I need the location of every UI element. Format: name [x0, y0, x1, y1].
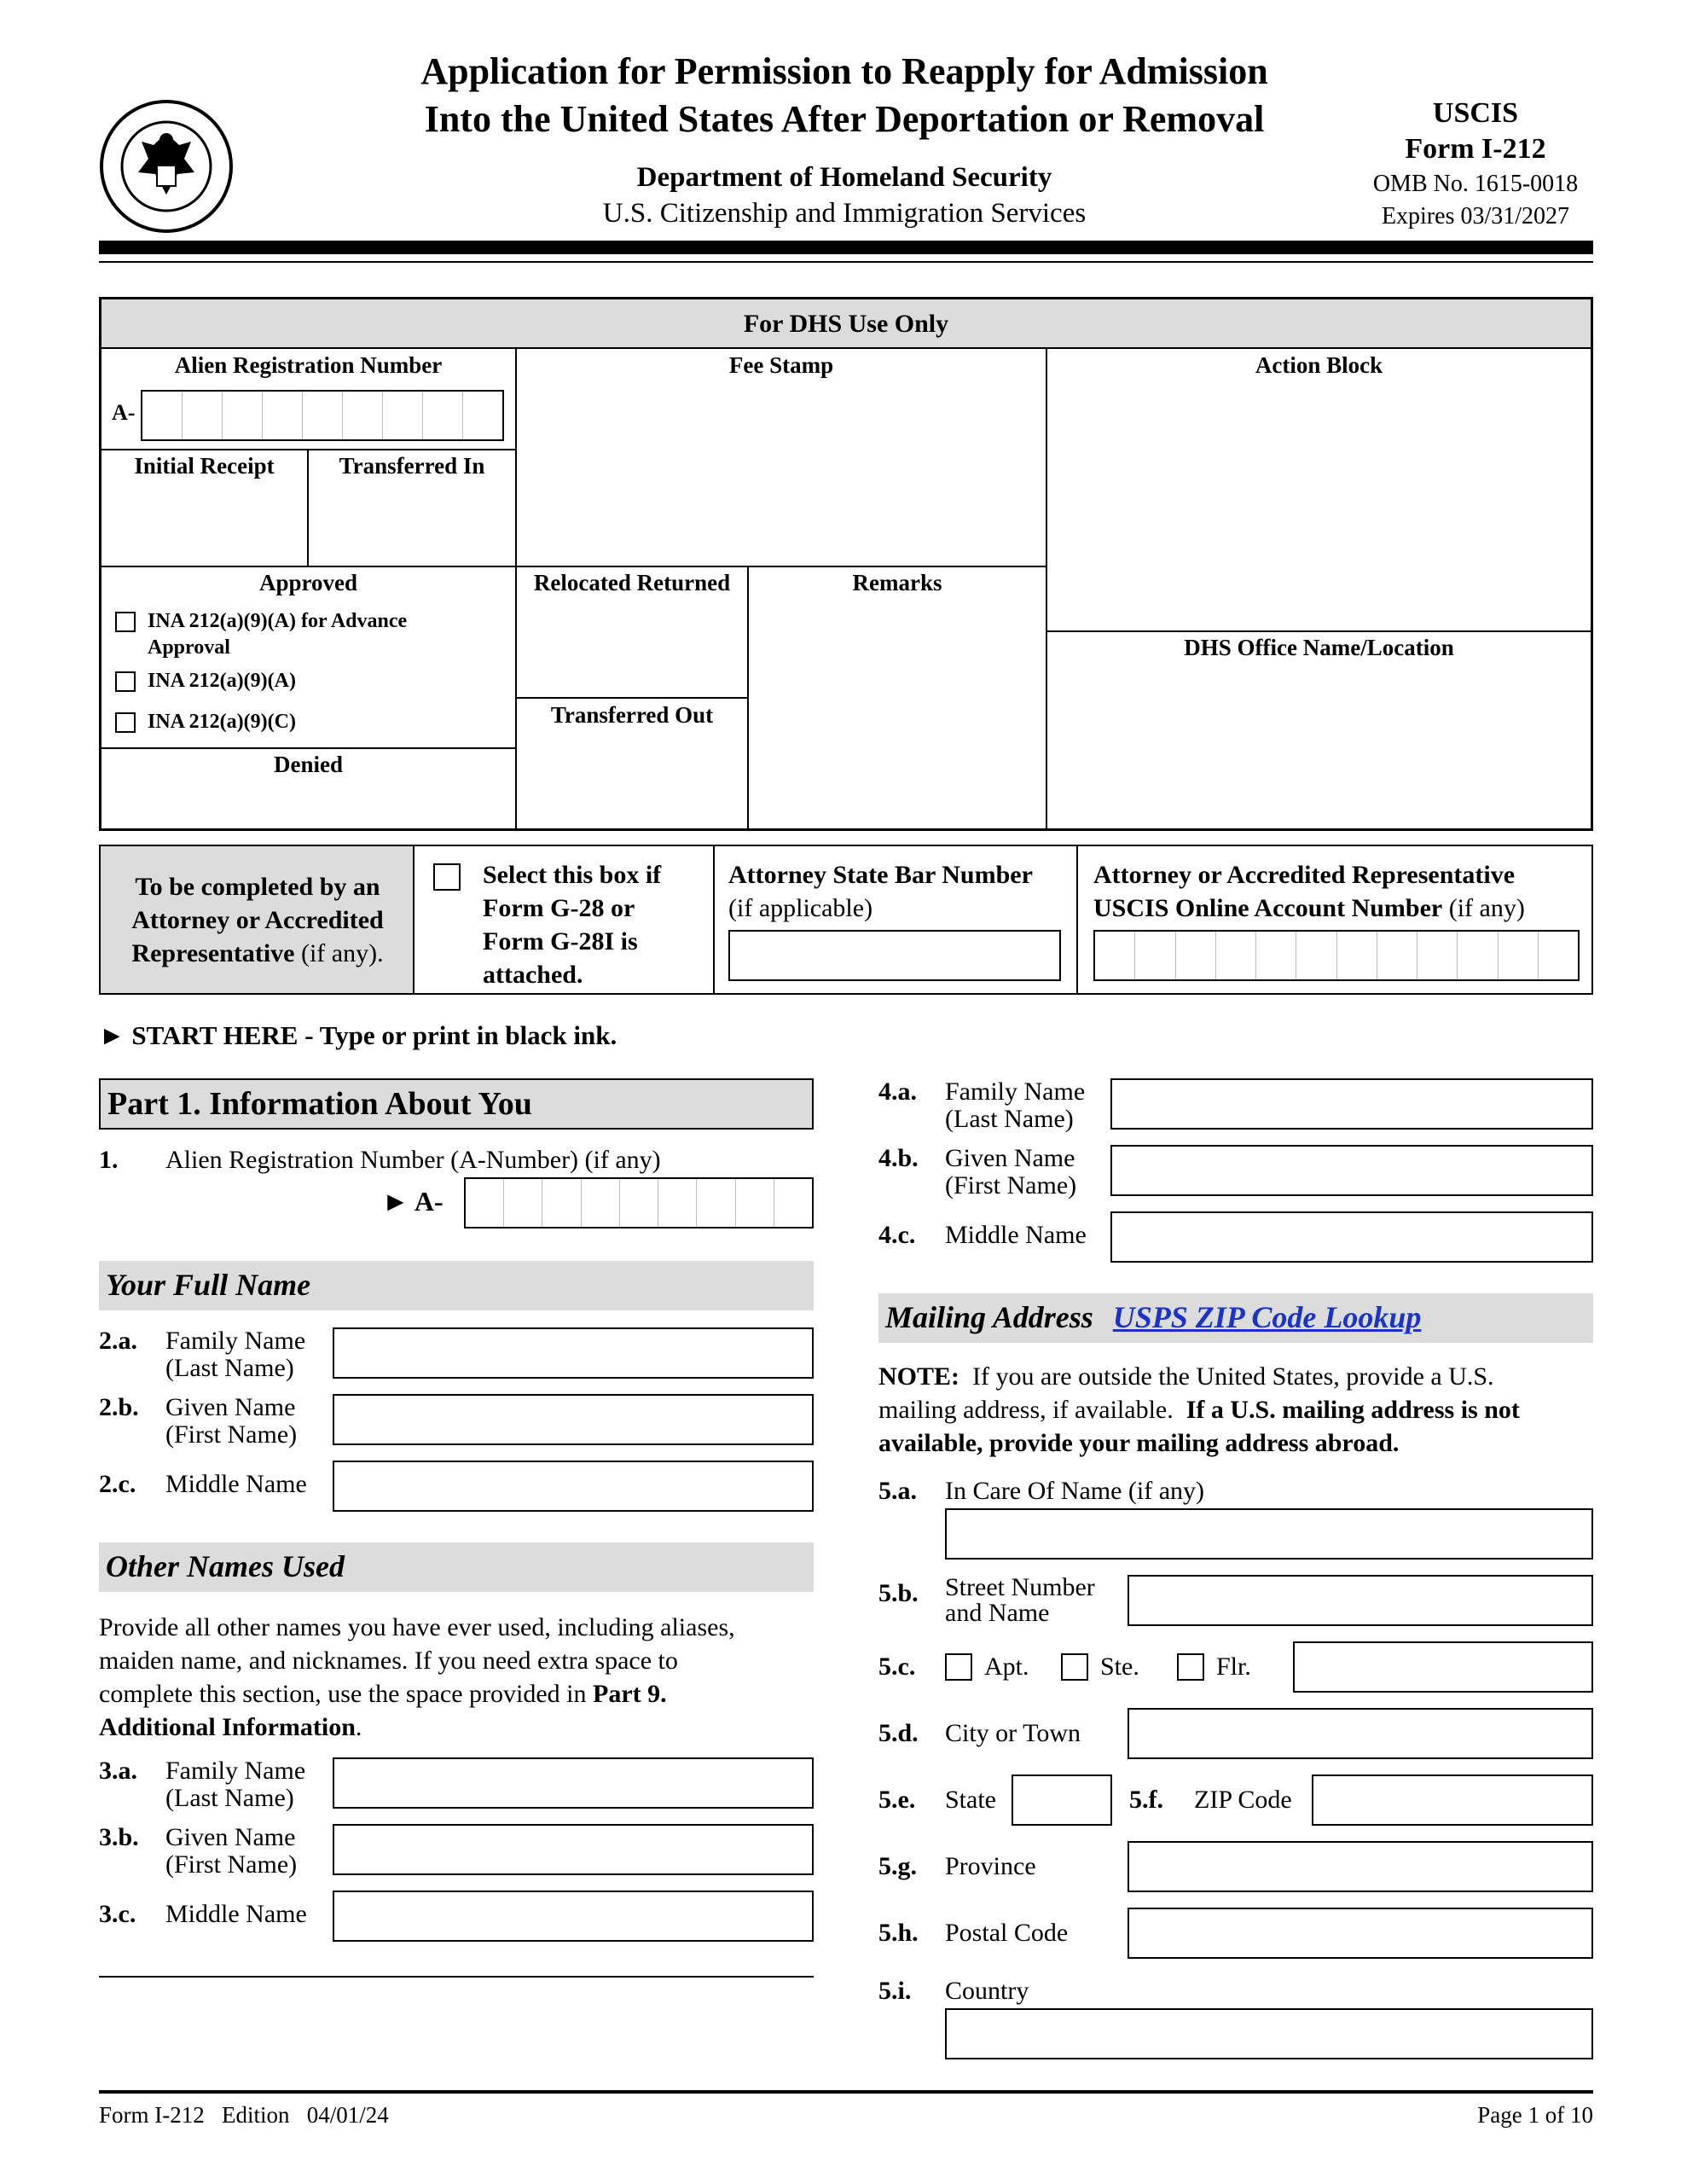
mailing-note	[878, 1360, 1595, 1460]
q3a-label	[165, 1757, 305, 1812]
q4a-family-line-2: (Last Name)	[945, 1105, 1074, 1133]
other-names-part9: Part 9.	[593, 1680, 667, 1708]
attorney-completed-rep: Representative	[131, 939, 295, 967]
q2a-number: 2.a.	[99, 1327, 137, 1355]
dhs-a-number-field[interactable]	[141, 390, 504, 441]
divider	[1046, 349, 1047, 828]
divider	[747, 566, 749, 828]
other-family-name-field[interactable]	[333, 1757, 814, 1809]
omb-number: OMB No. 1615-0018	[1372, 171, 1579, 197]
footer-rule	[99, 2090, 1593, 2094]
q4a-family-name-field[interactable]	[1110, 1078, 1593, 1130]
q5d-label: City or Town	[945, 1719, 1081, 1747]
q4c-label: Middle Name	[945, 1221, 1087, 1249]
header-rule-thin	[99, 261, 1593, 263]
transferred-in-heading: Transferred In	[339, 453, 485, 479]
dhs-use-only-box	[99, 297, 1593, 831]
note-label: NOTE:	[878, 1362, 960, 1391]
online-account-line-1: Attorney or Accredited Representative	[1093, 861, 1516, 889]
attorney-completed-line-3	[101, 937, 415, 970]
ste-label: Ste.	[1100, 1653, 1139, 1681]
in-care-of-field[interactable]	[945, 1508, 1593, 1560]
state-field[interactable]	[1012, 1774, 1112, 1826]
given-name-line-2: (First Name)	[165, 1420, 298, 1449]
transferred-out-heading: Transferred Out	[550, 702, 714, 728]
street-line-1: Street Number	[945, 1573, 1095, 1601]
left-column-end-rule	[99, 1976, 814, 1978]
mailing-address-title: Mailing Address	[885, 1300, 1093, 1334]
q5g-number: 5.g.	[878, 1852, 917, 1880]
q4a-family-line-1: Family Name	[945, 1077, 1086, 1106]
approved-option-9a: INA 212(a)(9)(A)	[148, 670, 296, 692]
g28-line-3: Form G-28I is	[483, 927, 638, 956]
q2b-label	[165, 1394, 297, 1449]
note-line-1-text: If you are outside the United States, provide a U.S.	[959, 1362, 1494, 1391]
dhs-seal	[99, 99, 234, 234]
family-name-field[interactable]	[333, 1327, 814, 1379]
note-line-2-bold: If a U.S. mailing address is not	[1186, 1396, 1520, 1424]
start-here: ► START HERE - Type or print in black ink.	[99, 1020, 617, 1050]
expiration-date: Expires 03/31/2027	[1381, 203, 1570, 229]
q5e-label: State	[945, 1786, 996, 1814]
q4c-middle-name-field[interactable]	[1110, 1211, 1593, 1263]
form-number: Form I-212	[1405, 133, 1546, 165]
other-names-line-2: maiden name, and nicknames. If you need extra space to	[99, 1647, 678, 1675]
ste-checkbox[interactable]	[1061, 1653, 1088, 1681]
country-field[interactable]	[945, 2008, 1593, 2059]
department-name: Department of Homeland Security	[636, 162, 1052, 193]
q1-number: 1.	[99, 1146, 119, 1174]
mailing-note-line-1	[878, 1360, 1595, 1393]
q2c-number: 2.c.	[99, 1470, 136, 1498]
q4b-given-line-2: (First Name)	[945, 1171, 1077, 1199]
q5a-number: 5.a.	[878, 1477, 917, 1505]
q1-label: Alien Registration Number (A-Number) (if any)	[165, 1146, 661, 1174]
other-given-name-field[interactable]	[333, 1824, 814, 1875]
province-field[interactable]	[1128, 1841, 1593, 1892]
approved-option-9c: INA 212(a)(9)(C)	[148, 711, 296, 733]
q5f-number: 5.f.	[1129, 1786, 1163, 1814]
q5g-label: Province	[945, 1852, 1036, 1880]
form-id-block	[1356, 96, 1595, 232]
agency-name: U.S. Citizenship and Immigration Services	[602, 198, 1087, 229]
approved-heading: Approved	[258, 570, 358, 595]
other-names-instructions	[99, 1611, 815, 1744]
full-name-heading: Your Full Name	[99, 1261, 814, 1310]
online-account-title: USCIS Online Account Number	[1093, 894, 1443, 922]
approved-checkbox-9a[interactable]	[115, 671, 136, 692]
other-names-line-3-text: complete this section, use the space provided in	[99, 1680, 594, 1708]
q4a-label	[945, 1078, 1085, 1133]
attorney-completed-line-1: To be completed by an	[135, 873, 380, 901]
other-names-line-3	[99, 1677, 815, 1711]
title-line-2: Into the United States After Deportation or Removal	[424, 98, 1265, 140]
zip-code-field[interactable]	[1312, 1774, 1593, 1826]
bar-number-field[interactable]	[728, 930, 1061, 981]
attorney-completed-ifany: (if any).	[294, 939, 384, 967]
q3a-number: 3.a.	[99, 1757, 137, 1785]
other-family-name-line-1: Family Name	[165, 1757, 306, 1785]
mailing-note-line-2	[878, 1393, 1595, 1426]
online-account-label	[1093, 858, 1525, 925]
divider	[1076, 846, 1078, 993]
q2c-label: Middle Name	[165, 1470, 307, 1498]
apt-checkbox[interactable]	[945, 1653, 972, 1681]
q5f-label: ZIP Code	[1194, 1786, 1292, 1814]
attorney-completed-by	[101, 870, 415, 970]
q4b-label	[945, 1145, 1076, 1199]
uscis-label: USCIS	[1432, 97, 1519, 129]
q4b-number: 4.b.	[878, 1144, 919, 1172]
other-names-line-1: Provide all other names you have ever used, including aliases,	[99, 1613, 735, 1641]
q4b-given-name-field[interactable]	[1110, 1145, 1593, 1196]
q5b-label	[945, 1575, 1095, 1626]
other-given-name-line-1: Given Name	[165, 1823, 296, 1851]
divider	[101, 566, 1046, 567]
title-line-1: Application for Permission to Reapply for Admission	[420, 50, 1268, 92]
divider	[101, 747, 515, 749]
fee-stamp-heading: Fee Stamp	[728, 352, 834, 378]
mailing-address-heading	[878, 1293, 1593, 1343]
action-block-heading: Action Block	[1255, 352, 1383, 378]
header-rule-thick	[99, 241, 1593, 254]
q3c-label: Middle Name	[165, 1900, 307, 1928]
form-title	[281, 48, 1407, 143]
q5i-number: 5.i.	[878, 1977, 912, 2005]
q3c-number: 3.c.	[99, 1900, 136, 1928]
flr-checkbox[interactable]	[1177, 1653, 1204, 1681]
q3b-label	[165, 1824, 297, 1879]
q2b-number: 2.b.	[99, 1393, 139, 1421]
part1-heading: Part 1. Information About You	[99, 1078, 814, 1130]
divider	[101, 449, 515, 450]
relocated-returned-heading: Relocated Returned	[533, 570, 731, 595]
bar-number-note: (if applicable)	[728, 894, 873, 922]
footer-page-number: Page 1 of 10	[1477, 2102, 1593, 2128]
q5i-label: Country	[945, 1977, 1029, 2005]
g28-line-2: Form G-28 or	[483, 894, 635, 922]
given-name-field[interactable]	[333, 1394, 814, 1445]
approved-checkbox-9c[interactable]	[115, 712, 136, 733]
q5h-number: 5.h.	[878, 1919, 919, 1947]
other-names-period: .	[355, 1713, 362, 1741]
online-account-line-2	[1093, 892, 1525, 925]
dhs-a-prefix: A-	[112, 400, 136, 425]
footer-form-edition: Form I-212 Edition 04/01/24	[99, 2102, 389, 2128]
flr-label: Flr.	[1216, 1653, 1251, 1681]
other-names-additional-info: Additional Information	[99, 1713, 356, 1741]
other-names-line-4	[99, 1711, 815, 1744]
q4b-given-line-1: Given Name	[945, 1144, 1075, 1172]
q5h-label: Postal Code	[945, 1919, 1069, 1947]
approved-checkbox-advance[interactable]	[115, 612, 136, 632]
remarks-heading: Remarks	[852, 570, 942, 595]
dhs-office-heading: DHS Office Name/Location	[1184, 635, 1454, 660]
g28-checkbox[interactable]	[433, 863, 461, 891]
g28-line-4: attached.	[483, 961, 583, 989]
denied-heading: Denied	[274, 752, 343, 777]
q5a-label: In Care Of Name (if any)	[945, 1477, 1205, 1505]
usps-zip-lookup-link[interactable]: USPS ZIP Code Lookup	[1112, 1300, 1422, 1334]
g28-select-text	[483, 858, 661, 991]
divider	[713, 846, 715, 993]
initial-receipt-heading: Initial Receipt	[134, 453, 275, 479]
bar-number-label	[728, 858, 1033, 925]
city-field[interactable]	[1128, 1708, 1593, 1759]
q5d-number: 5.d.	[878, 1719, 919, 1747]
middle-name-field[interactable]	[333, 1461, 814, 1512]
q5c-number: 5.c.	[878, 1653, 916, 1681]
postal-code-field[interactable]	[1128, 1908, 1593, 1959]
attorney-completed-line-2: Attorney or Accredited	[131, 906, 384, 934]
q5e-number: 5.e.	[878, 1786, 916, 1814]
q3b-number: 3.b.	[99, 1823, 139, 1851]
family-name-line-1: Family Name	[165, 1327, 306, 1355]
given-name-line-1: Given Name	[165, 1393, 296, 1421]
other-family-name-line-2: (Last Name)	[165, 1784, 294, 1812]
g28-line-1: Select this box if	[483, 861, 662, 889]
other-names-heading: Other Names Used	[99, 1542, 814, 1592]
street-line-2: and Name	[945, 1599, 1050, 1627]
other-given-name-line-2: (First Name)	[165, 1850, 298, 1879]
other-middle-name-field[interactable]	[333, 1891, 814, 1942]
q4a-number: 4.a.	[878, 1077, 917, 1106]
q4c-number: 4.c.	[878, 1221, 916, 1249]
bar-number-title: Attorney State Bar Number	[728, 861, 1033, 889]
dhs-use-title: For DHS Use Only	[743, 310, 949, 338]
online-account-note: (if any)	[1442, 894, 1525, 922]
attorney-block	[99, 845, 1593, 995]
alien-reg-number-heading: Alien Registration Number	[174, 352, 443, 378]
divider	[515, 697, 747, 699]
apt-label: Apt.	[984, 1653, 1029, 1681]
q2a-label	[165, 1327, 305, 1382]
approved-option-advance-cont: Approval	[148, 636, 230, 659]
approved-option-advance: INA 212(a)(9)(A) for Advance	[148, 610, 408, 632]
q1-a-prefix: ► A-	[382, 1186, 443, 1217]
street-field[interactable]	[1128, 1575, 1593, 1626]
q5b-number: 5.b.	[878, 1579, 919, 1607]
note-line-2-text: mailing address, if available.	[878, 1396, 1186, 1424]
divider	[1046, 630, 1591, 632]
a-number-field[interactable]	[464, 1177, 814, 1228]
mailing-note-line-3: available, provide your mailing address abroad.	[878, 1429, 1400, 1457]
family-name-line-2: (Last Name)	[165, 1354, 294, 1382]
online-account-field[interactable]	[1093, 930, 1580, 981]
unit-number-field[interactable]	[1293, 1641, 1593, 1693]
